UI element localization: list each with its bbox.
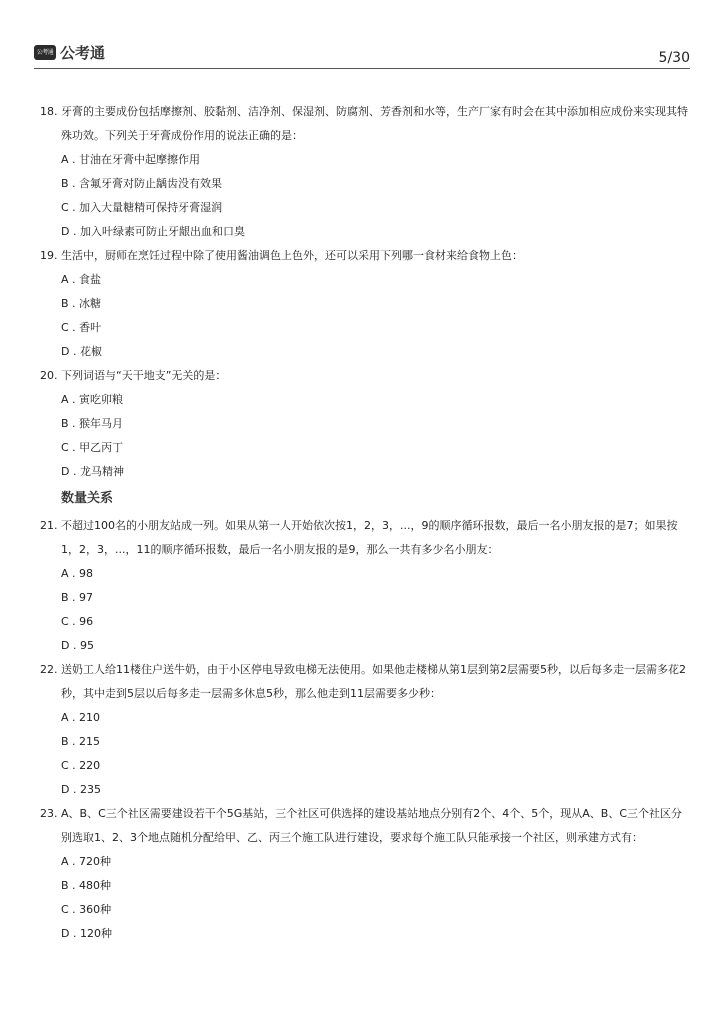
option-b[interactable]: B . 含氟牙膏对防止龋齿没有效果 bbox=[61, 177, 223, 190]
question-number: 22. bbox=[40, 663, 58, 676]
option-c[interactable]: C . 香叶 bbox=[61, 321, 102, 334]
question-stem: 生活中，厨师在烹饪过程中除了使用酱油调色上色外，还可以采用下列哪一食材来给食物上色： bbox=[61, 249, 523, 262]
question-number: 23. bbox=[40, 807, 58, 820]
question-number: 19. bbox=[40, 249, 58, 262]
option-d[interactable]: D . 花椒 bbox=[61, 345, 102, 358]
option-c[interactable]: C . 220 bbox=[61, 759, 101, 772]
option-b[interactable]: B . 215 bbox=[61, 735, 101, 748]
option-a[interactable]: A . 720种 bbox=[61, 855, 112, 868]
question-stem: 不超过100名的小朋友站成一列。如果从第一人开始依次按1，2，3，...，9的顺序循环报数，最后一名小朋友报的是7；如果按1，2，3，...，11的顺序循环报数，最后一名小朋友报的是9，那么一共有多少名小朋友： bbox=[61, 519, 678, 556]
option-a[interactable]: A . 210 bbox=[61, 711, 101, 724]
option-b[interactable]: B . 冰糖 bbox=[61, 297, 102, 310]
question-18 bbox=[40, 100, 690, 244]
option-b[interactable]: B . 猴年马月 bbox=[61, 417, 124, 430]
question-stem: A、B、C三个社区需要建设若干个5G基站，三个社区可供选择的建设基站地点分别有2个、4个、5个，现从A、B、C三个社区分别选取1、2、3个地点随机分配给甲、乙、丙三个施工队进行建设，要求每个施工队只能承接一个社区，则承建方式有： bbox=[61, 807, 683, 844]
question-stem: 牙膏的主要成份包括摩擦剂、胶黏剂、洁净剂、保湿剂、防腐剂、芳香剂和水等，生产厂家有时会在其中添加相应成份来实现其特殊功效。下列关于牙膏成份作用的说法正确的是： bbox=[61, 105, 688, 142]
option-d[interactable]: D . 加入叶绿素可防止牙龈出血和口臭 bbox=[61, 225, 245, 238]
option-c[interactable]: C . 96 bbox=[61, 615, 94, 628]
question-19 bbox=[40, 244, 690, 364]
logo-text: 公考通 bbox=[60, 44, 106, 62]
option-c[interactable]: C . 360种 bbox=[61, 903, 112, 916]
option-a[interactable]: A . 食盐 bbox=[61, 273, 102, 286]
option-d[interactable]: D . 95 bbox=[61, 639, 94, 652]
question-stem: 下列词语与“天干地支”无关的是： bbox=[61, 369, 227, 382]
question-number: 18. bbox=[40, 105, 58, 118]
page-header bbox=[34, 40, 690, 69]
option-c[interactable]: C . 甲乙丙丁 bbox=[61, 441, 124, 454]
option-a[interactable]: A . 甘油在牙膏中起摩擦作用 bbox=[61, 153, 201, 166]
question-number: 21. bbox=[40, 519, 58, 532]
option-d[interactable]: D . 龙马精神 bbox=[61, 465, 124, 478]
page-number: 5/30 bbox=[658, 50, 690, 66]
question-stem: 送奶工人给11楼住户送牛奶，由于小区停电导致电梯无法使用。如果他走楼梯从第1层到第2层需要5秒，以后每多走一层需多花2秒，其中走到5层以后每多走一层需多休息5秒，那么他走到11层需要多少秒： bbox=[61, 663, 686, 700]
option-d[interactable]: D . 120种 bbox=[61, 927, 112, 940]
question-20 bbox=[40, 364, 690, 484]
option-a[interactable]: A . 98 bbox=[61, 567, 94, 580]
question-number: 20. bbox=[40, 369, 58, 382]
option-b[interactable]: B . 480种 bbox=[61, 879, 112, 892]
option-b[interactable]: B . 97 bbox=[61, 591, 94, 604]
logo-icon: 公考通 bbox=[34, 45, 56, 60]
question-21 bbox=[40, 514, 690, 658]
option-c[interactable]: C . 加入大量糖精可保持牙膏湿润 bbox=[61, 201, 223, 214]
option-a[interactable]: A . 寅吃卯粮 bbox=[61, 393, 124, 406]
option-d[interactable]: D . 235 bbox=[61, 783, 101, 796]
question-23 bbox=[40, 802, 690, 946]
section-title: 数量关系 bbox=[61, 491, 114, 506]
question-list bbox=[40, 100, 690, 946]
question-22 bbox=[40, 658, 690, 802]
